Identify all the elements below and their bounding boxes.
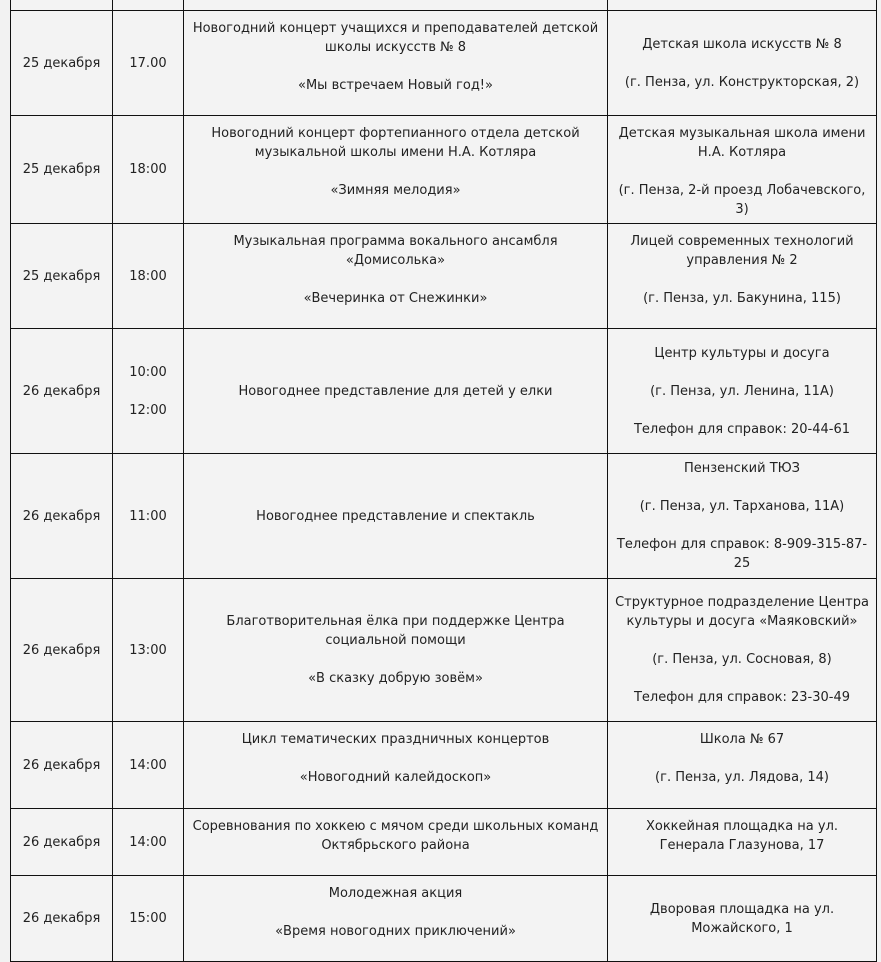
event-cell	[184, 876, 608, 962]
table-row	[11, 329, 877, 454]
date-cell	[11, 0, 113, 11]
event-title: Благотворительная ёлка при поддержке Центра социальной помощи	[226, 614, 565, 648]
date-cell: 26 декабря	[11, 579, 113, 722]
date-cell: 26 декабря	[11, 809, 113, 876]
venue-address: (г. Пенза, 2-й проезд Лобачевского, 3)	[618, 183, 866, 217]
time-value: 14:00	[129, 834, 167, 850]
venue-name: Дворовая площадка на ул. Можайского, 1	[649, 901, 835, 936]
venue-cell	[608, 454, 877, 579]
date-cell: 26 декабря	[11, 329, 113, 454]
venue-address: (г. Пенза, ул. Лядова, 14)	[655, 770, 829, 785]
venue-phone: Телефон для справок: 20-44-61	[633, 421, 851, 437]
time-cell	[113, 579, 184, 722]
event-title: Новогодний концерт фортепианного отдела детской музыкальной школы имени Н.А. Котляра	[211, 126, 580, 160]
event-title: Цикл тематических праздничных концертов	[241, 732, 550, 747]
event-cell	[184, 809, 608, 876]
venue-cell	[608, 11, 877, 116]
date-cell: 26 декабря	[11, 876, 113, 962]
events-schedule-table	[10, 0, 877, 962]
venue-phone: Телефон для справок: 8-909-315-87-25	[616, 537, 868, 571]
time-cell	[113, 722, 184, 809]
event-cell	[184, 454, 608, 579]
event-subtitle: «Время новогодних приключений»	[275, 924, 516, 939]
event-subtitle: «Новогодний калейдоскоп»	[299, 770, 492, 785]
time-value: 15:00	[129, 911, 167, 926]
time-value: 17.00	[129, 55, 167, 71]
time-cell	[113, 224, 184, 329]
time-value: 12:00	[129, 402, 167, 418]
event-cell	[184, 0, 608, 11]
venue-name: Центр культуры и досуга	[654, 345, 830, 361]
venue-address: (г. Пенза, ул. Тарханова, 11А)	[639, 499, 845, 514]
event-cell	[184, 11, 608, 116]
event-title: Музыкальная программа вокального ансамбля «Домисолька»	[233, 234, 558, 268]
event-title: Молодежная акция	[328, 886, 463, 901]
event-subtitle: «Зимняя мелодия»	[330, 183, 461, 198]
table-row-partial-top	[11, 0, 877, 11]
time-value: 18:00	[129, 268, 167, 284]
venue-cell	[608, 722, 877, 809]
venue-name: Структурное подразделение Центра культуры и досуга «Маяковский»	[615, 595, 869, 629]
event-title: Новогоднее представление для детей у елки	[238, 383, 553, 399]
venue-cell	[608, 224, 877, 329]
event-title: Новогодний концерт учащихся и преподавателей детской школы искусств № 8	[192, 21, 599, 55]
date-cell: 26 декабря	[11, 722, 113, 809]
time-value: 10:00	[129, 364, 167, 380]
time-cell	[113, 876, 184, 962]
table-row	[11, 579, 877, 722]
event-subtitle: «Мы встречаем Новый год!»	[298, 78, 493, 93]
date-cell: 25 декабря	[11, 11, 113, 116]
time-cell	[113, 116, 184, 224]
event-title: Соревнования по хоккею с мячом среди школьных команд Октябрьского района	[192, 819, 599, 853]
table-row	[11, 722, 877, 809]
time-cell	[113, 809, 184, 876]
venue-cell	[608, 809, 877, 876]
table-row	[11, 809, 877, 876]
time-cell	[113, 0, 184, 11]
venue-cell	[608, 579, 877, 722]
venue-name: Хоккейная площадка на ул. Генерала Глазунова, 17	[645, 819, 839, 853]
table-row	[11, 454, 877, 579]
event-cell	[184, 116, 608, 224]
event-subtitle: «В сказку добрую зовём»	[308, 671, 483, 686]
venue-name: Пензенский ТЮЗ	[683, 461, 801, 476]
events-schedule-table-wrapper	[10, 0, 877, 962]
venue-address: (г. Пенза, ул. Сосновая, 8)	[652, 652, 832, 667]
venue-cell	[608, 0, 877, 11]
date-cell: 25 декабря	[11, 116, 113, 224]
table-row	[11, 876, 877, 962]
event-subtitle: «Вечеринка от Снежинки»	[303, 291, 488, 306]
venue-address: (г. Пенза, ул. Конструкторская, 2)	[624, 74, 860, 90]
venue-cell	[608, 876, 877, 962]
venue-name: Детская музыкальная школа имени Н.А. Котляра	[618, 126, 866, 160]
event-cell	[184, 224, 608, 329]
venue-name: Школа № 67	[699, 732, 785, 747]
event-cell	[184, 329, 608, 454]
time-value: 18:00	[129, 162, 167, 177]
time-cell	[113, 454, 184, 579]
table-row	[11, 224, 877, 329]
venue-name: Лицей современных технологий управления № 2	[630, 234, 854, 268]
time-cell	[113, 329, 184, 454]
time-value: 14:00	[129, 757, 167, 773]
venue-address: (г. Пенза, ул. Бакунина, 115)	[643, 291, 841, 306]
time-cell	[113, 11, 184, 116]
time-value: 13:00	[129, 642, 167, 658]
venue-cell	[608, 329, 877, 454]
venue-cell	[608, 116, 877, 224]
date-cell: 26 декабря	[11, 454, 113, 579]
event-title: Новогоднее представление и спектакль	[256, 508, 535, 524]
venue-phone: Телефон для справок: 23-30-49	[633, 690, 851, 705]
event-cell	[184, 722, 608, 809]
table-row	[11, 11, 877, 116]
venue-name: Детская школа искусств № 8	[642, 36, 842, 52]
date-cell: 25 декабря	[11, 224, 113, 329]
table-row	[11, 116, 877, 224]
event-cell	[184, 579, 608, 722]
time-value: 11:00	[129, 508, 167, 524]
venue-address: (г. Пенза, ул. Ленина, 11А)	[650, 383, 834, 399]
